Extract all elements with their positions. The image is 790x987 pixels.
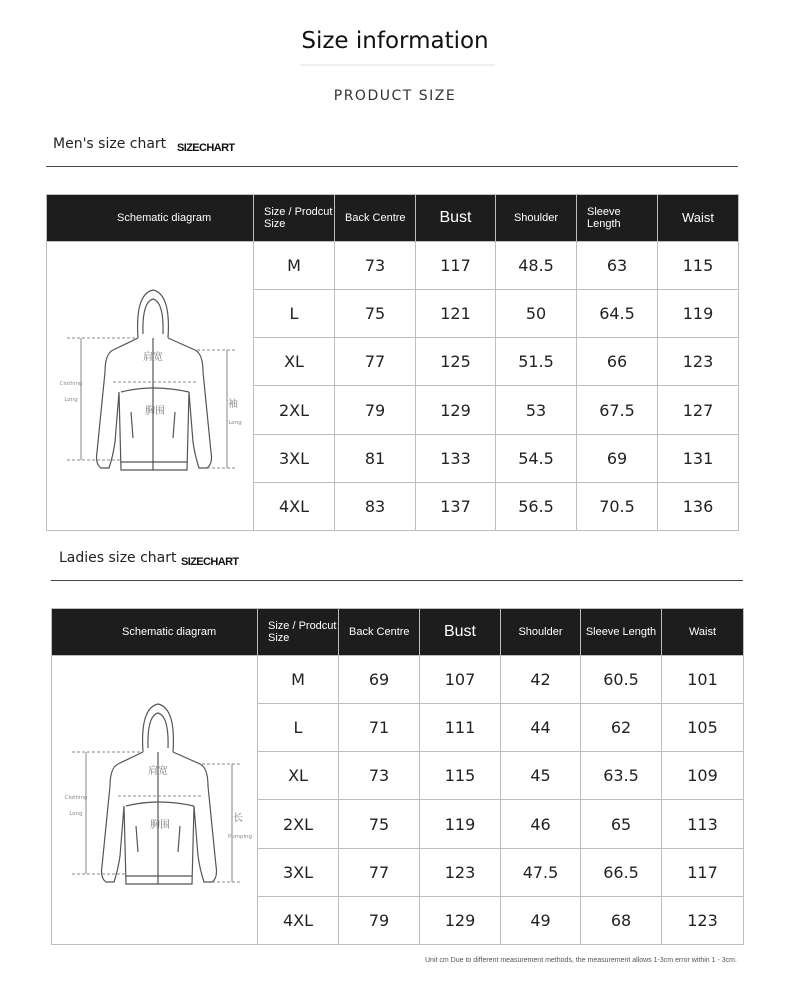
bust-cell: 107 [420, 656, 501, 704]
size-cell: XL [258, 752, 339, 800]
waist-cell: 127 [658, 386, 739, 434]
shoulder-cell: 50 [496, 290, 577, 338]
sleeve-length-cell: 68 [581, 896, 662, 944]
bust-cell: 133 [416, 434, 496, 482]
men-section-tag: SIZECHART [177, 142, 235, 154]
col-header-shoulder: Shoulder [501, 609, 581, 656]
sleeve-length-cell: 66.5 [581, 848, 662, 896]
waist-cell: 101 [662, 656, 744, 704]
men-section-divider [46, 166, 738, 167]
table-row [52, 656, 744, 704]
shoulder-cell: 46 [501, 800, 581, 848]
size-cell: XL [254, 338, 335, 386]
size-cell: 3XL [254, 434, 335, 482]
sleeve-length-cell: 67.5 [577, 386, 658, 434]
col-header-size: Size / Prodcut Size [254, 195, 335, 242]
back-centre-cell: 81 [335, 434, 416, 482]
shoulder-cell: 48.5 [496, 242, 577, 290]
ladies-section-divider [51, 580, 743, 581]
size-cell: 2XL [254, 386, 335, 434]
jacket-outline-icon [102, 704, 217, 884]
ladies-section-tag: SIZECHART [181, 556, 239, 568]
back-centre-cell: 77 [335, 338, 416, 386]
col-header-diagram: Schematic diagram [52, 609, 258, 656]
back-centre-cell: 83 [335, 482, 416, 530]
bust-cell: 119 [420, 800, 501, 848]
col-header-bust: Bust [416, 195, 496, 242]
sleeve-length-cell: 70.5 [577, 482, 658, 530]
size-cell: 2XL [258, 800, 339, 848]
shoulder-cell: 49 [501, 896, 581, 944]
bust-cell: 137 [416, 482, 496, 530]
size-cell: M [258, 656, 339, 704]
sleeve-side-label: Pumping [227, 834, 253, 840]
shoulder-cell: 54.5 [496, 434, 577, 482]
bust-cell: 129 [416, 386, 496, 434]
back-centre-cell: 73 [339, 752, 420, 800]
sleeve-label: 长 [233, 813, 243, 824]
waist-cell: 123 [662, 896, 744, 944]
jacket-diagram [52, 656, 258, 940]
bust-cell: 121 [416, 290, 496, 338]
chest-label: 胸围 [145, 406, 165, 417]
waist-cell: 117 [662, 848, 744, 896]
chest-label: 胸围 [150, 820, 170, 831]
waist-cell: 123 [658, 338, 739, 386]
waist-cell: 109 [662, 752, 744, 800]
jacket-outline-icon [97, 290, 212, 470]
back-centre-cell: 75 [335, 290, 416, 338]
back-centre-cell: 69 [339, 656, 420, 704]
schematic-diagram-cell [52, 656, 258, 945]
size-cell: 4XL [254, 482, 335, 530]
col-header-waist: Waist [658, 195, 739, 242]
shoulder-cell: 51.5 [496, 338, 577, 386]
sleeve-length-cell: 60.5 [581, 656, 662, 704]
shoulder-cell: 44 [501, 704, 581, 752]
waist-cell: 105 [662, 704, 744, 752]
waist-cell: 113 [662, 800, 744, 848]
length-label: Clothing [64, 795, 88, 801]
size-cell: M [254, 242, 335, 290]
sleeve-length-cell: 65 [581, 800, 662, 848]
col-header-waist: Waist [662, 609, 744, 656]
shoulder-cell: 47.5 [501, 848, 581, 896]
ladies-section-label: Ladies size chart [59, 550, 177, 566]
size-cell: L [254, 290, 335, 338]
col-header-bust: Bust [420, 609, 501, 656]
size-cell: 4XL [258, 896, 339, 944]
col-header-shoulder: Shoulder [496, 195, 577, 242]
length-label-2: Long [64, 397, 78, 403]
schematic-diagram-cell [47, 242, 254, 531]
sleeve-label: 袖 [228, 399, 238, 410]
men-section-heading [53, 136, 353, 162]
bust-cell: 115 [420, 752, 501, 800]
page-title: Size information [301, 28, 489, 54]
back-centre-cell: 77 [339, 848, 420, 896]
back-centre-cell: 79 [335, 386, 416, 434]
col-header-size: Size / Prodcut Size [258, 609, 339, 656]
ladies-section-heading [59, 550, 359, 576]
shoulder-cell: 56.5 [496, 482, 577, 530]
shoulder-cell: 53 [496, 386, 577, 434]
col-header-sleeve: Sleeve Length [581, 609, 662, 656]
bust-cell: 117 [416, 242, 496, 290]
sleeve-length-cell: 62 [581, 704, 662, 752]
bust-cell: 129 [420, 896, 501, 944]
waist-cell: 136 [658, 482, 739, 530]
bust-cell: 125 [416, 338, 496, 386]
bust-cell: 123 [420, 848, 501, 896]
shoulder-cell: 45 [501, 752, 581, 800]
jacket-diagram [47, 242, 253, 526]
col-header-back: Back Centre [339, 609, 420, 656]
waist-cell: 115 [658, 242, 739, 290]
ladies-size-table [51, 608, 744, 945]
sleeve-length-cell: 63 [577, 242, 658, 290]
men-size-table [46, 194, 739, 531]
shoulder-label: 肩宽 [148, 766, 168, 777]
size-cell: L [258, 704, 339, 752]
sleeve-side-label: Long [228, 420, 242, 426]
length-label-2: Long [69, 811, 83, 817]
sleeve-length-cell: 66 [577, 338, 658, 386]
col-header-diagram: Schematic diagram [47, 195, 254, 242]
waist-cell: 131 [658, 434, 739, 482]
back-centre-cell: 71 [339, 704, 420, 752]
waist-cell: 119 [658, 290, 739, 338]
col-header-back: Back Centre [335, 195, 416, 242]
title-underline [300, 64, 495, 66]
back-centre-cell: 79 [339, 896, 420, 944]
table-header-row [47, 195, 739, 242]
sleeve-length-cell: 64.5 [577, 290, 658, 338]
table-header-row [52, 609, 744, 656]
table-row [47, 242, 739, 290]
sleeve-length-cell: 69 [577, 434, 658, 482]
length-label: Clothing [59, 381, 83, 387]
page-subtitle: PRODUCT SIZE [333, 88, 457, 104]
shoulder-label: 肩宽 [143, 352, 163, 363]
back-centre-cell: 73 [335, 242, 416, 290]
shoulder-cell: 42 [501, 656, 581, 704]
measurement-note: Unit cm Due to different measurement methods, the measurement allows 1-3cm error within 1 - 3cm. [425, 957, 737, 964]
back-centre-cell: 75 [339, 800, 420, 848]
bust-cell: 111 [420, 704, 501, 752]
sleeve-length-cell: 63.5 [581, 752, 662, 800]
col-header-sleeve: Sleeve Length [577, 195, 658, 242]
men-section-label: Men's size chart [53, 136, 167, 152]
size-cell: 3XL [258, 848, 339, 896]
